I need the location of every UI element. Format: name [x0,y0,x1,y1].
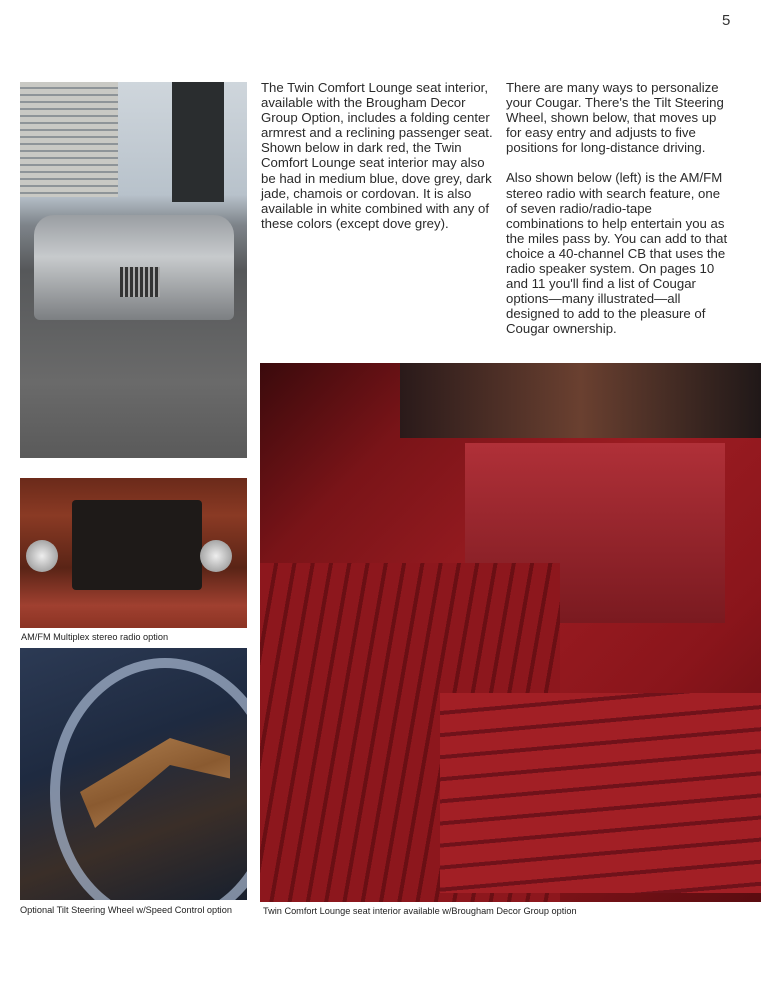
body-paragraph: Also shown below (left) is the AM/FM stereo radio with search feature, one of seven radio/radio-tape combinations to help entertain you as the miles pass by. You can add to that choice a 40-channel CB that uses the radio speaker system. On pages 10 and 11 you'll find a list of Cougar options—many illustrated—all designed to add to the pleasure of Cougar ownership. [506,170,728,337]
seat-caption: Twin Comfort Lounge seat interior available w/Brougham Decor Group option [263,906,577,916]
radio-knob [200,540,232,572]
wheel-caption: Optional Tilt Steering Wheel w/Speed Control option [20,905,232,915]
car-exterior-photo [20,82,247,458]
right-text-column [506,80,730,352]
radio-knob [26,540,58,572]
building [20,82,118,197]
left-text-column [261,80,497,246]
radio-caption: AM/FM Multiplex stereo radio option [21,632,169,642]
building [172,82,224,202]
radio-faceplate [72,500,202,590]
page-number: 5 [722,12,731,29]
car-grille [120,267,160,297]
body-paragraph: There are many ways to personalize your Cougar. There's the Tilt Steering Wheel, shown below, that moves up for easy entry and adjusts to five positions for long-distance driving. [506,80,724,156]
window [400,363,761,438]
seat-cushion [440,693,761,893]
body-paragraph: The Twin Comfort Lounge seat interior, available with the Brougham Decor Group Option, includes a folding center armrest and a reclining passenger seat. Shown below in dark red, the Twin Comfort Lounge seat interior may also be had in medium blue, dove grey, dark jade, chamois or cordovan. It is also available in white combined with any of these colors (except dove grey). [261,80,493,231]
radio-photo [20,478,247,628]
seat-interior-photo [260,363,761,902]
steering-wheel-photo [20,648,247,900]
